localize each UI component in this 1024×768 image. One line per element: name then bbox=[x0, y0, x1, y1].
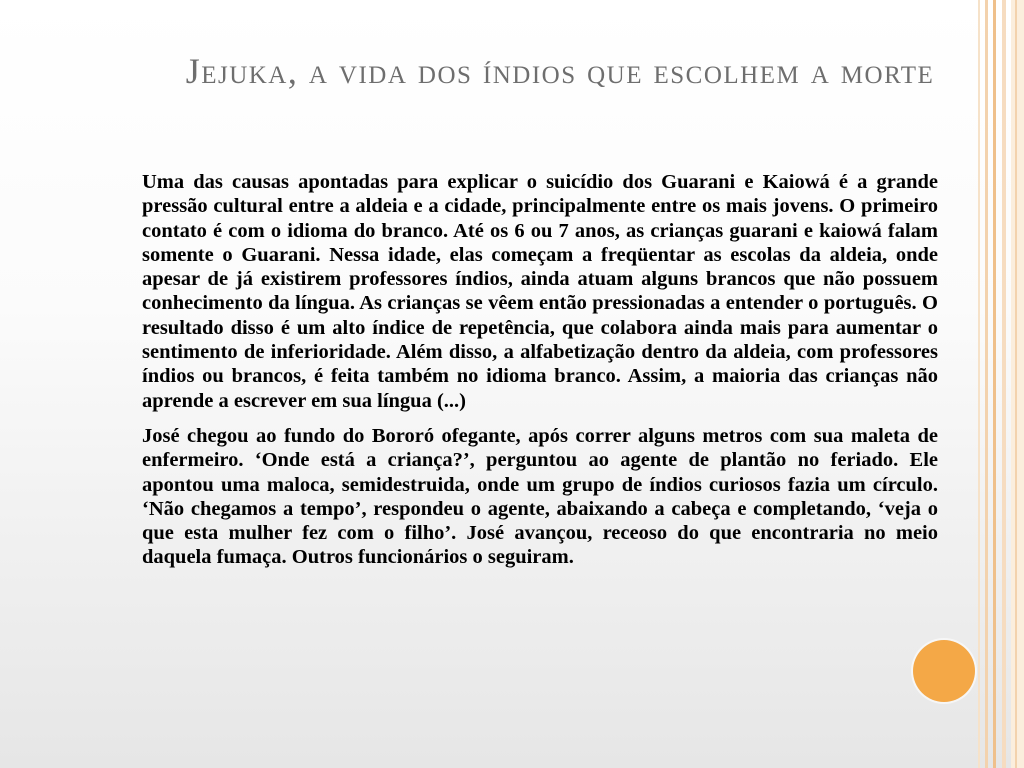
paragraph-2: José chegou ao fundo do Bororó ofegante, após correr alguns metros com sua maleta de enfermeiro. ‘Onde está a criança?’, perguntou ao agente de plantão no feriado. Ele apontou uma maloca, semidestruida, onde um grupo de índios curiosos fazia um círculo. ‘Não chegamos a tempo’, respondeu o agente, abaixando a cabeça e completando, ‘veja o que esta mulher fez com o filho’. José avançou, receoso do que encontraria no meio daquela fumaça. Outros funcionários o seguiram. bbox=[142, 424, 938, 569]
stripe bbox=[1015, 0, 1017, 768]
slide-title: Jejuka, a vida dos índios que escolhem a morte bbox=[185, 51, 935, 91]
stripe bbox=[993, 0, 996, 768]
decorative-circle bbox=[913, 640, 975, 702]
stripe bbox=[1002, 0, 1006, 768]
stripe bbox=[978, 0, 980, 768]
stripe bbox=[1011, 0, 1024, 768]
slide-body bbox=[142, 170, 938, 581]
stripe bbox=[985, 0, 988, 768]
decorative-side-stripes bbox=[978, 0, 1024, 768]
paragraph-1: Uma das causas apontadas para explicar o suicídio dos Guarani e Kaiowá é a grande pressão cultural entre a aldeia e a cidade, principalmente entre os mais jovens. O primeiro contato é com o idioma do branco. Até os 6 ou 7 anos, as crianças guarani e kaiowá falam somente o Guarani. Nessa idade, elas começam a freqüentar as escolas da aldeia, onde apesar de já existirem professores índios, ainda atuam alguns brancos que não possuem conhecimento da língua. As crianças se vêem então pressionadas a entender o português. O resultado disso é um alto índice de repetência, que colabora ainda mais para aumentar o sentimento de inferioridade. Além disso, a alfabetização dentro da aldeia, com professores índios ou brancos, é feita também no idioma branco. Assim, a maioria das crianças não aprende a escrever em sua língua (...) bbox=[142, 171, 938, 412]
